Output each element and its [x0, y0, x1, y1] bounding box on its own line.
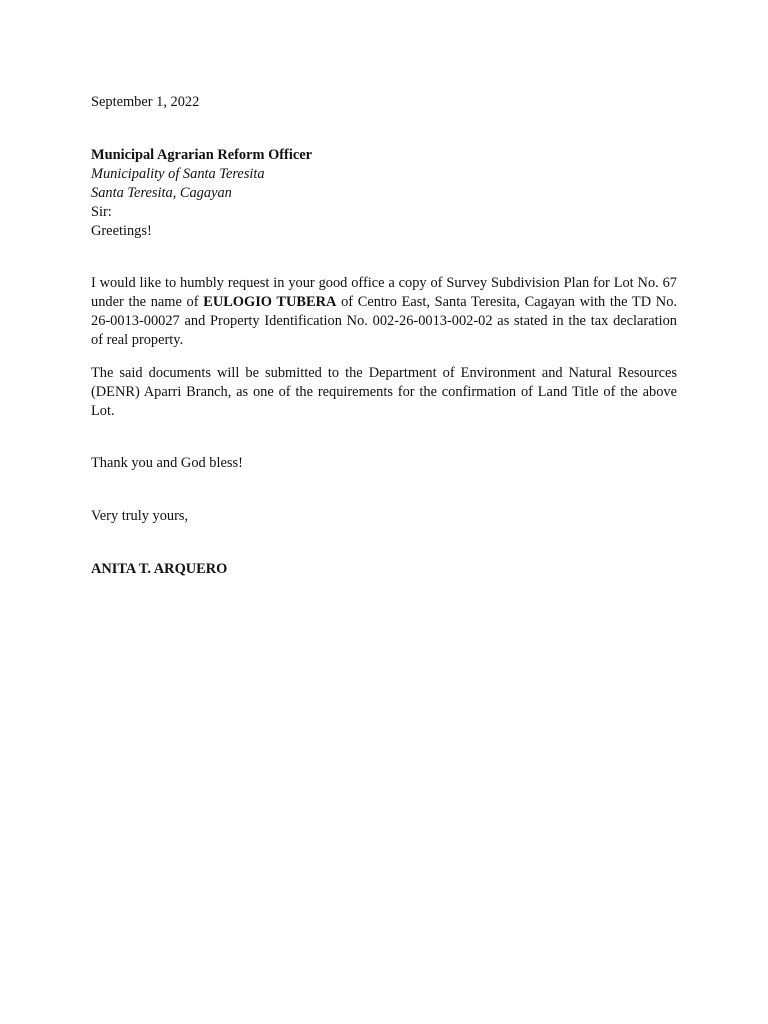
recipient-address: Santa Teresita, Cagayan	[91, 185, 232, 201]
recipient-office: Municipality of Santa Teresita	[91, 166, 265, 182]
salutation: Sir:	[91, 204, 112, 220]
recipient-block	[91, 146, 677, 203]
purpose-paragraph: The said documents will be submitted to the Department of Environment and Natural Resources (DENR) Aparri Branch, as one of the requirements for the confirmation of Land Title of the above Lot.	[91, 365, 677, 419]
letter-body	[91, 93, 677, 579]
request-paragraph	[91, 274, 677, 350]
complimentary-close: Very truly yours,	[91, 508, 189, 524]
subject-name: EULOGIO TUBERA	[203, 294, 337, 310]
letter-date: September 1, 2022	[91, 94, 200, 110]
greeting: Greetings!	[91, 223, 152, 239]
signatory-name: ANITA T. ARQUERO	[91, 561, 228, 577]
request-text-end: of Centro East, Santa Teresita, Cagayan with the TD No. 26-0013-00027 and Property Identification No. 002-26-0013-002-02 as stated in the tax declaration of real property.	[91, 294, 677, 348]
recipient-title: Municipal Agrarian Reform Officer	[91, 147, 313, 163]
thanks-line: Thank you and God bless!	[91, 455, 243, 471]
request-text-start: I would like to humbly request in your good office a copy of Survey Subdivision Plan for Lot No. 67 under the name of	[91, 275, 677, 310]
